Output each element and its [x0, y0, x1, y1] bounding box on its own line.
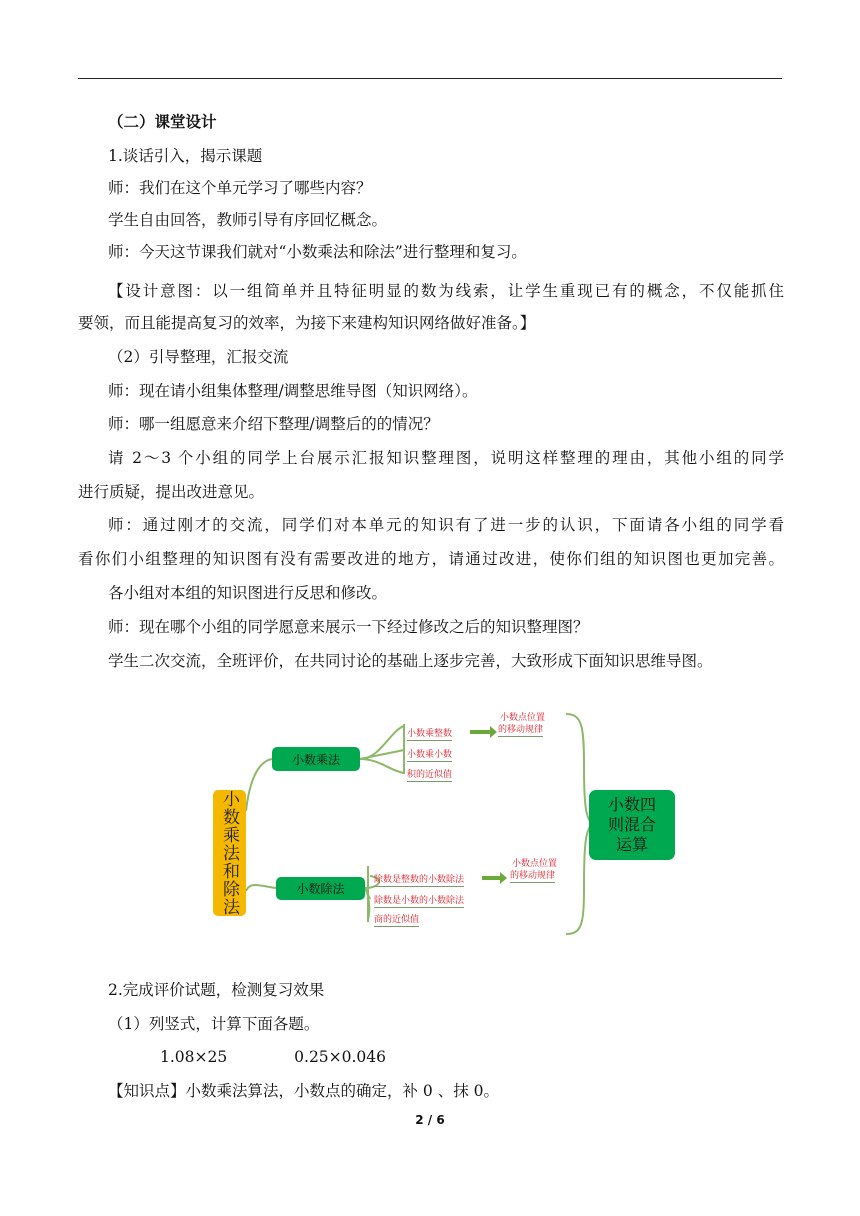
paragraph-line: 学生二次交流，全班评价，在共同讨论的基础上逐步完善，大致形成下面知识思维导图。	[108, 652, 713, 670]
exercise-line: 1.08×25 0.25×0.046	[160, 1048, 387, 1066]
mind-map-root	[213, 790, 246, 916]
mind-map	[200, 706, 680, 942]
mind-map-root-label: 小数乘法和除法	[219, 790, 239, 916]
paragraph-line: 进行质疑，提出改进意见。	[78, 483, 265, 501]
mind-map-result-line: 运算	[615, 835, 648, 854]
paragraph-heading: 2.完成评价试题，检测复习效果	[108, 981, 325, 999]
paragraph-line: 请 2～3 个小组的同学上台展示汇报知识整理图，说明这样整理的理由，其他小组的同学	[108, 449, 784, 467]
paragraph-subheading: （2）引导整理，汇报交流	[108, 348, 289, 366]
paragraph-line: 看你们小组整理的知识图有没有需要改进的地方，请通过改进，使你们组的知识图也更加完善。	[78, 550, 784, 568]
mind-map-leaf: 除数是小数的小数除法	[374, 893, 464, 908]
section-title: （二）课堂设计	[108, 113, 217, 131]
paragraph-line: 学生自由回答，教师引导有序回忆概念。	[108, 211, 388, 229]
knowledge-point: 【知识点】小数乘法算法，小数点的确定，补 0 、抹 0。	[108, 1082, 500, 1100]
paragraph-line: 师：通过刚才的交流，同学们对本单元的知识有了进一步的认识，下面请各小组的同学看	[108, 516, 784, 534]
header-rule	[78, 78, 782, 79]
design-intent-line-1: 【设计意图：以一组简单并且特征明显的数为线索，让学生重现已有的概念，不仅能抓住	[108, 282, 784, 300]
mind-map-leaf: 小数乘整数	[407, 726, 452, 741]
paragraph-line: 师：我们在这个单元学习了哪些内容？	[108, 179, 372, 197]
mind-map-result-node	[589, 790, 675, 860]
mind-map-rule: 小数点位置	[500, 713, 546, 723]
paragraph-intro-heading: 1.谈话引入，揭示课题	[108, 147, 263, 165]
mind-map-leaf: 小数乘小数	[407, 747, 452, 762]
mind-map-leaf: 商的近似值	[374, 912, 419, 927]
paragraph-subheading: （1）列竖式，计算下面各题。	[108, 1015, 320, 1033]
paragraph-line: 各小组对本组的知识图进行反思和修改。	[108, 584, 388, 602]
page-number: 2 / 6	[415, 1113, 445, 1127]
mind-map-leaf: 积的近似值	[407, 767, 452, 782]
mind-map-result-line: 则混合	[607, 815, 656, 834]
mind-map-rule: 的移动规律	[498, 722, 543, 737]
paragraph-line: 师：哪一组愿意来介绍下整理/调整后的的情况？	[108, 415, 439, 433]
design-intent-line-2: 要领，而且能提高复习的效率，为接下来建构知识网络做好准备。】	[78, 314, 536, 332]
paragraph-line: 师：现在请小组集体整理/调整思维导图（知识网络）。	[108, 382, 478, 400]
mind-map-leaf: 除数是整数的小数除法	[374, 872, 464, 887]
mind-map-result-line: 小数四	[607, 795, 656, 814]
mind-map-node-division: 小数除法	[276, 877, 365, 900]
mind-map-rule: 的移动规律	[510, 868, 555, 883]
mind-map-rule: 小数点位置	[512, 859, 558, 869]
paragraph-line: 师：今天这节课我们就对“小数乘法和除法”进行整理和复习。	[108, 243, 527, 261]
mind-map-node-multiplication: 小数乘法	[272, 747, 360, 771]
paragraph-line: 师：现在哪个小组的同学愿意来展示一下经过修改之后的知识整理图？	[108, 618, 589, 636]
